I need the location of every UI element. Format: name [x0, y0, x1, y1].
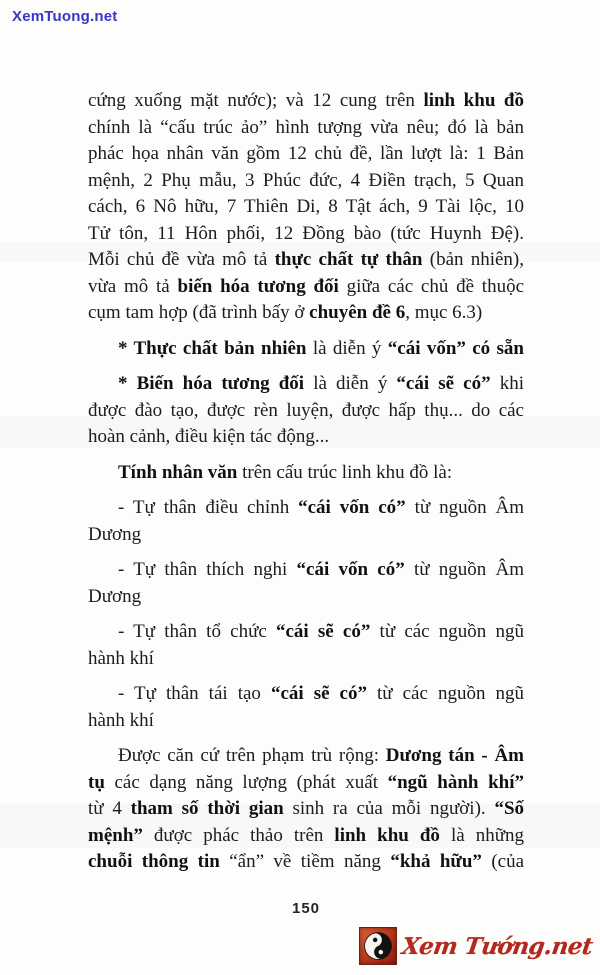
paragraph [88, 88, 524, 327]
paragraph [88, 371, 524, 451]
text-line: * Thực chất bản nhiên là diễn ý “cái vốn” có sẵn [118, 337, 524, 359]
paragraph [88, 557, 524, 610]
text-line: vừa mô tả biến hóa tương đối giữa các chủ đề thuộc [88, 275, 525, 297]
yin-yang-icon [359, 927, 397, 965]
text-line: cứng xuống mặt nước); và 12 cung trên linh khu đồ [88, 90, 524, 111]
text-line: tụ các dạng năng lượng (phát xuất “ngũ hành khí” [88, 771, 525, 793]
text-line: chính là “cấu trúc ảo” hình tượng vừa nêu; đó là bản [88, 116, 524, 138]
text-line: cụm tam hợp (đã trình bấy ở chuyên đề 6, mục 6.3) [88, 302, 483, 323]
paragraph [88, 460, 524, 487]
text-line: Dương [88, 585, 142, 607]
text-line: phác họa nhân văn gồm 12 chủ đề, lần lượt là: 1 Bản [88, 143, 524, 164]
text-line: - Tự thân điều chỉnh “cái vốn có” từ nguồn Âm [118, 497, 524, 518]
text-line: hành khí [88, 647, 154, 669]
text-line: - Tự thân tổ chức “cái sẽ có” từ các nguồn ngũ [118, 621, 524, 642]
text-line: Được căn cứ trên phạm trù rộng: Dương tán - Âm [118, 745, 524, 766]
text-line: từ 4 tham số thời gian sinh ra của mỗi người). “Số [88, 798, 525, 819]
text-line: chuỗi thông tin “ẩn” về tiềm năng “khả hữu” (của [88, 851, 525, 872]
text-line: Dương [88, 523, 142, 545]
logo-wordmark: Xem Tướng.net [399, 932, 594, 960]
text-line: * Biến hóa tương đối là diễn ý “cái sẽ có” khi [118, 373, 524, 394]
text-line: - Tự thân thích nghi “cái vốn có” từ nguồn Âm [118, 559, 525, 580]
text-line: Tính nhân văn trên cấu trúc linh khu đồ là: [118, 461, 453, 483]
site-logo [359, 927, 592, 965]
text-line: - Tự thân tái tạo “cái sẽ có” từ các nguồn ngũ [118, 683, 524, 704]
paragraph [88, 619, 524, 672]
text-line: hành khí [88, 709, 154, 731]
text-line: cách, 6 Nô hữu, 7 Thiên Di, 8 Tật ách, 9 Tài lộc, 10 [88, 196, 524, 217]
paragraph [88, 495, 524, 548]
text-line: Mỗi chủ đề vừa mô tả thực chất tự thân (bản nhiên), [88, 249, 525, 270]
watermark-site-name: XemTuong.net [12, 8, 118, 25]
page-number: 150 [291, 900, 321, 917]
paragraph [88, 336, 524, 363]
paragraph [88, 743, 524, 876]
text-line: hoàn cảnh, điều kiện tác động... [88, 426, 330, 447]
text-block [88, 88, 524, 885]
text-line: mệnh, 2 Phụ mẫu, 3 Phúc đức, 4 Điền trạch, 5 Quan [88, 169, 524, 191]
paragraph [88, 681, 524, 734]
text-line: mệnh” được phác thảo trên linh khu đồ là những [88, 824, 524, 846]
text-line: Tử tôn, 11 Hôn phối, 12 Đồng bào (tức Huynh Đệ). [88, 222, 524, 244]
text-line: được đào tạo, được rèn luyện, được hấp thụ... do các [88, 399, 524, 421]
